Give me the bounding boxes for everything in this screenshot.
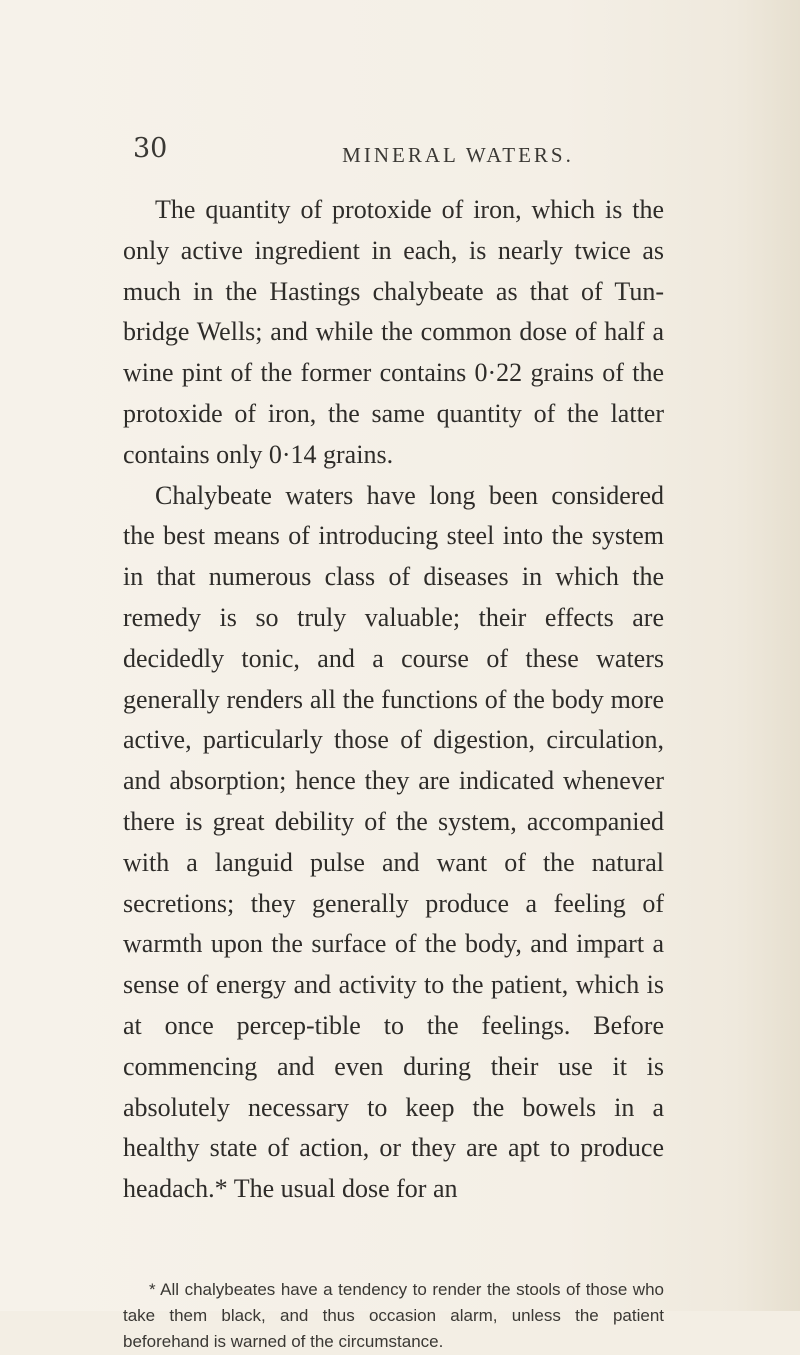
body-text (123, 190, 664, 1210)
running-title: MINERAL WATERS. (342, 143, 574, 167)
footnote (123, 1277, 664, 1355)
page-number: 30 (133, 133, 168, 164)
paragraph-2: Chalybeate waters have long been considered the best means of introducing steel into the system in that numerous class of diseases in which the remedy is so truly valuable; their effects are decidedly tonic, and a course of these waters generally renders all the functions of the body more active, particularly those of digestion, circulation, and absorption; hence they are indicated whenever there is great debility of the system, accompanied with a languid pulse and want of the natural secretions; they generally produce a feeling of warmth upon the surface of the body, and impart a sense of energy and activity to the patient, which is at once percep-tible to the feelings. Before commencing and even during their use it is absolutely necessary to keep the bowels in a healthy state of action, or they are apt to produce headach.* The usual dose for an (123, 480, 664, 1204)
paragraph-1: The quantity of protoxide of iron, which is the only active ingredient in each, is nearly twice as much in the Hastings chalybeate as that of Tun-bridge Wells; and while the common dose of half a wine pint of the former contains 0·22 grains of the protoxide of iron, the same quantity of the latter contains only 0·14 grains. (123, 195, 664, 469)
page-header (133, 133, 753, 173)
footnote-text: * All chalybeates have a tendency to render the stools of those who take them black, and thus occasion alarm, unless the patient beforehand is warned of the circumstance. (123, 1280, 664, 1351)
